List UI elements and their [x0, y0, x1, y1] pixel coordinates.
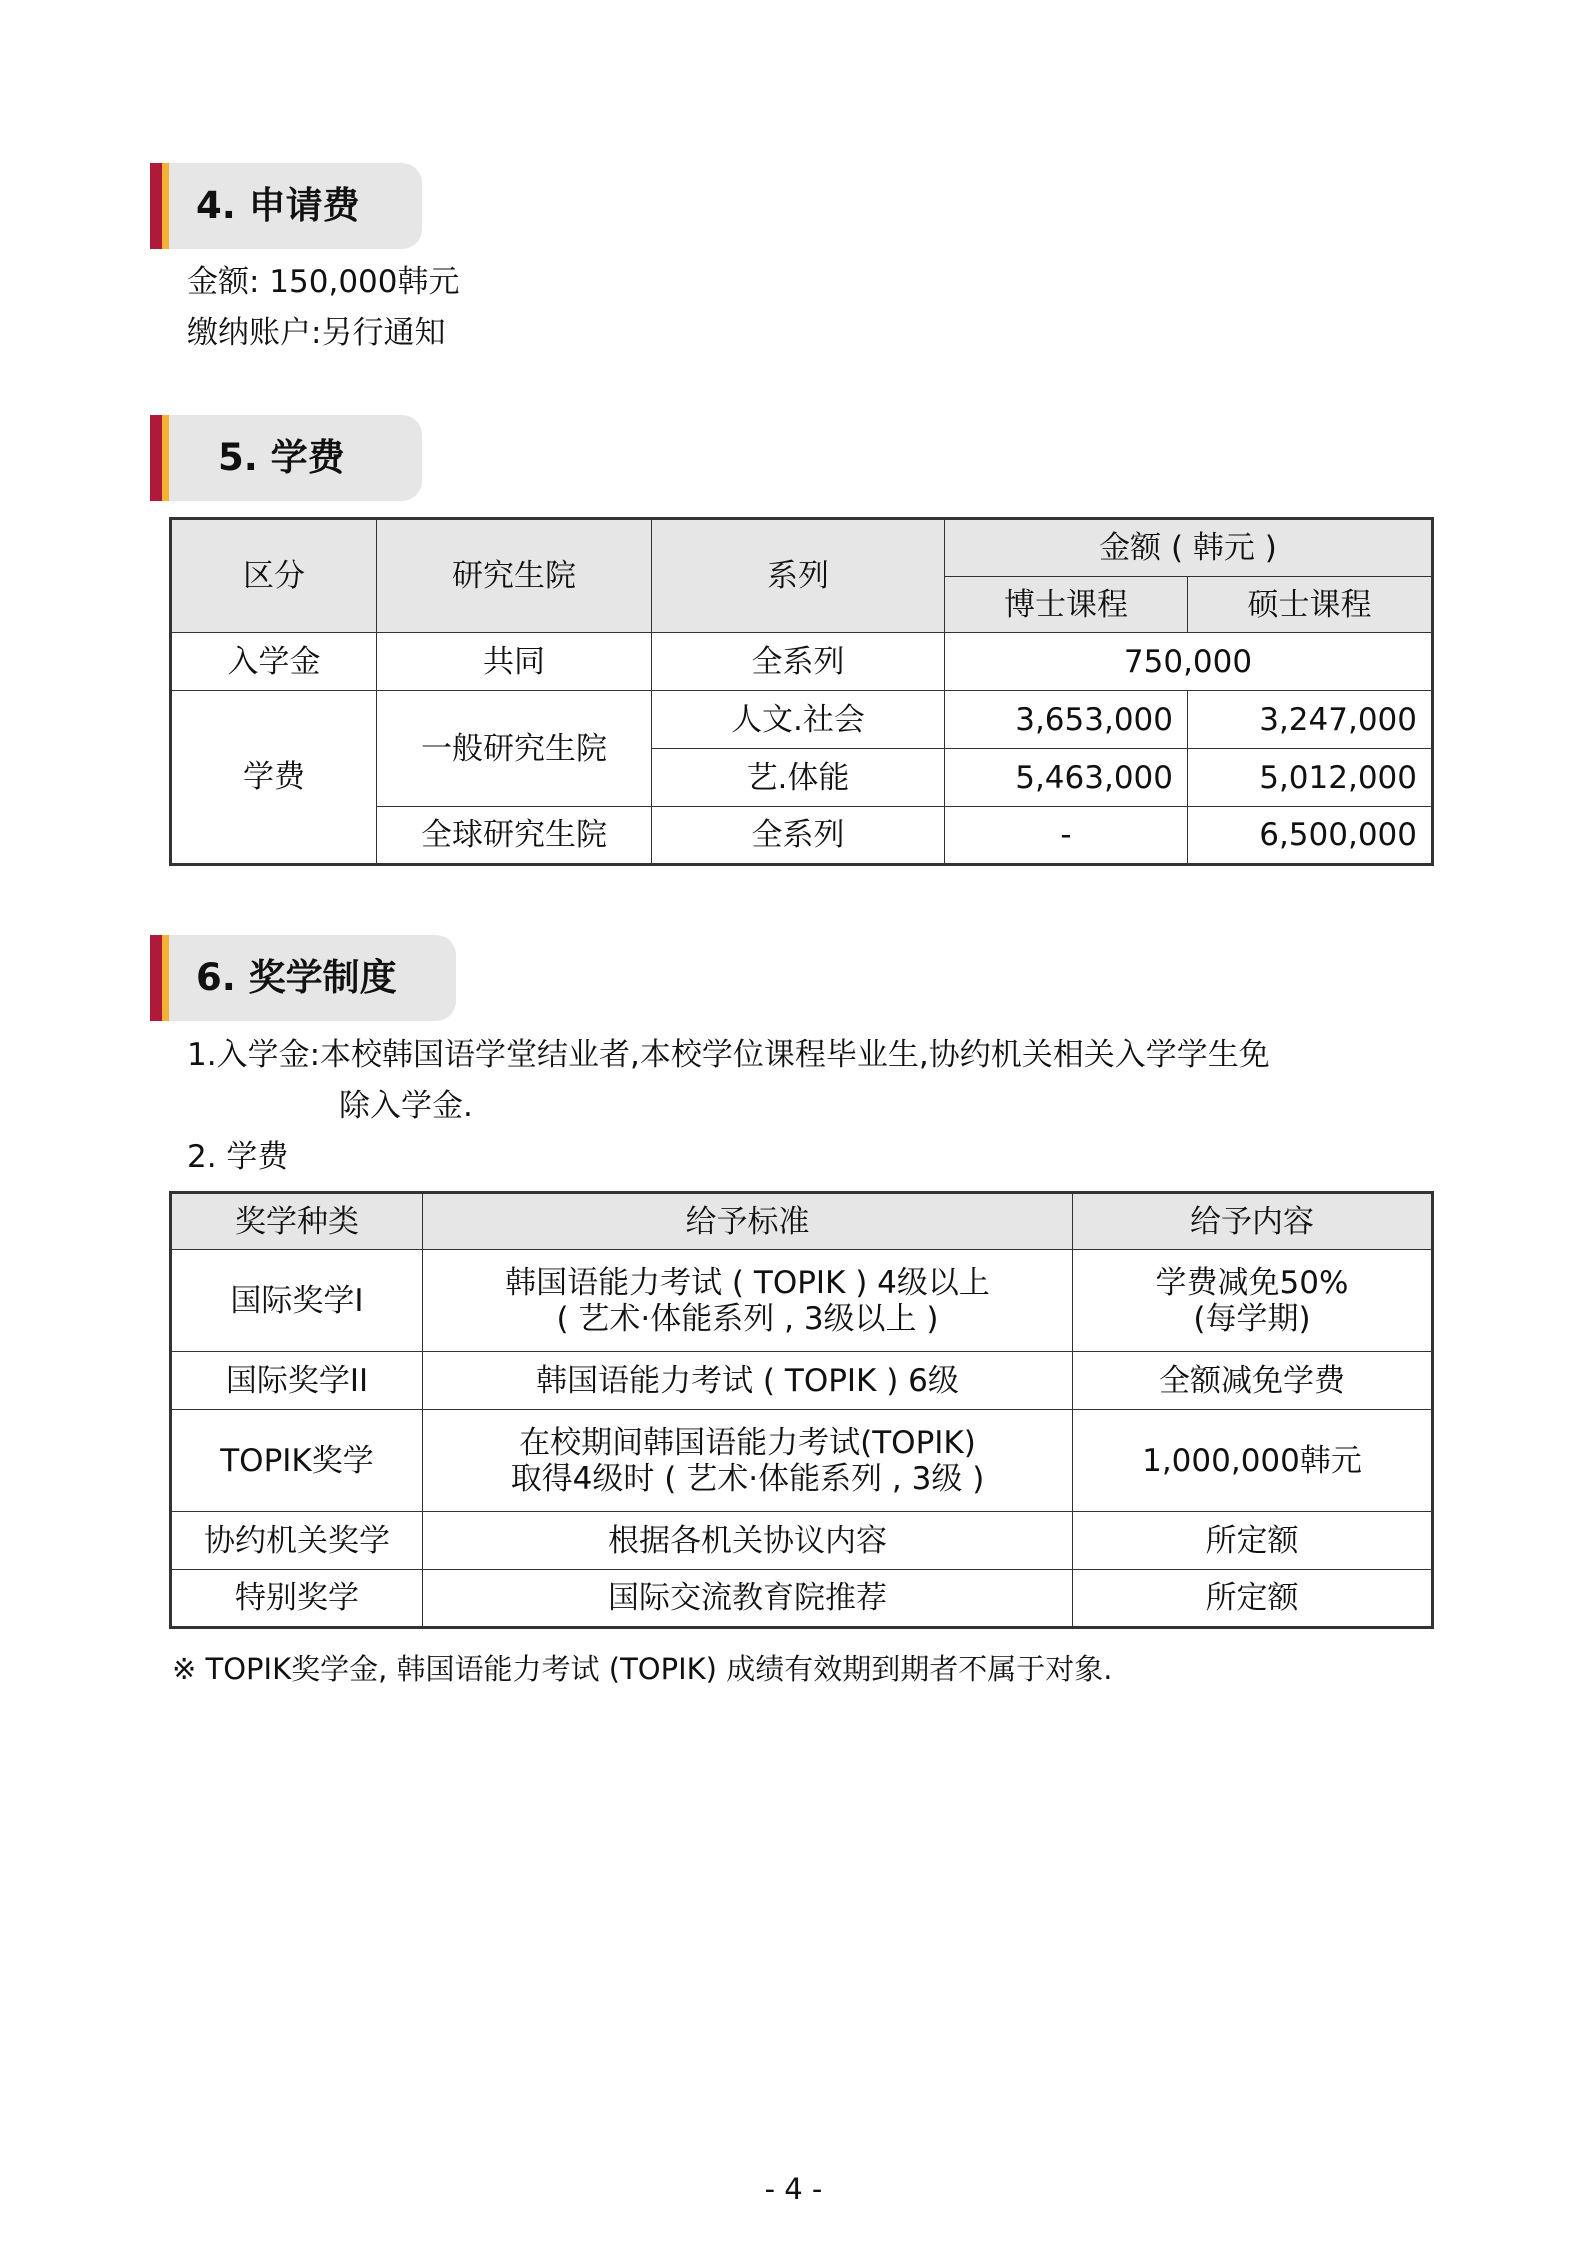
- topik-note: ※ TOPIK奖学金, 韩国语能力考试 (TOPIK) 成绩有效期到期者不属于对象.: [172, 1652, 1113, 1686]
- cell-type: TOPIK奖学: [171, 1410, 423, 1512]
- table-row: [171, 1410, 1433, 1512]
- section-5-heading: [150, 415, 422, 501]
- header-amount: 金额 ( 韩元 ): [945, 519, 1433, 577]
- cell-department: 艺.体能: [652, 749, 945, 807]
- heading-accent-bar: [150, 935, 162, 1021]
- table-row: [171, 1570, 1433, 1628]
- cell-school: 全球研究生院: [377, 807, 652, 865]
- header-department: 系列: [652, 519, 945, 633]
- section-6-title: 6. 奖学制度: [196, 956, 397, 999]
- section-4-heading: [150, 163, 422, 249]
- cell-category: 学费: [171, 691, 377, 865]
- table-row: [171, 1352, 1433, 1410]
- header-masters: 硕士课程: [1188, 577, 1433, 633]
- cell-amount: 750,000: [945, 633, 1433, 691]
- cell-criteria: 韩国语能力考试 ( TOPIK ) 6级: [423, 1352, 1073, 1410]
- section-4-title: 4. 申请费: [196, 184, 360, 227]
- header-criteria: 给予标准: [423, 1193, 1073, 1250]
- header-category: 区分: [171, 519, 377, 633]
- cell-phd: 5,463,000: [945, 749, 1188, 807]
- cell-department: 人文.社会: [652, 691, 945, 749]
- cell-content: 全额减免学费: [1073, 1352, 1433, 1410]
- content-line: 学费减免50%: [1155, 1264, 1349, 1301]
- cell-criteria: 国际交流教育院推荐: [423, 1570, 1073, 1628]
- cell-type: 协约机关奖学: [171, 1512, 423, 1570]
- cell-type: 国际奖学I: [171, 1250, 423, 1352]
- cell-school: 共同: [377, 633, 652, 691]
- cell-phd: 3,653,000: [945, 691, 1188, 749]
- cell-masters: 6,500,000: [1188, 807, 1433, 865]
- cell-type: 特别奖学: [171, 1570, 423, 1628]
- table-row: [171, 691, 1433, 749]
- application-fee-amount: 金额: 150,000韩元: [187, 264, 460, 300]
- payment-account: 缴纳账户:另行通知: [187, 315, 446, 351]
- page-number: - 4 -: [764, 2172, 823, 2206]
- table-row: [171, 1250, 1433, 1352]
- scholarship-table: [169, 1191, 1434, 1629]
- criteria-line: 韩国语能力考试 ( TOPIK ) 4级以上: [505, 1264, 990, 1301]
- header-school: 研究生院: [377, 519, 652, 633]
- cell-criteria: [423, 1410, 1073, 1512]
- scholarship-item-1: 1.入学金:本校韩国语学堂结业者,本校学位课程毕业生,协约机关相关入学学生免: [187, 1037, 1270, 1073]
- header-phd: 博士课程: [945, 577, 1188, 633]
- cell-masters: 5,012,000: [1188, 749, 1433, 807]
- heading-accent-bar: [162, 415, 169, 501]
- section-5-title: 5. 学费: [218, 436, 345, 479]
- cell-category: 入学金: [171, 633, 377, 691]
- table-row: [171, 633, 1433, 691]
- criteria-line: 取得4级时 ( 艺术·体能系列 , 3级 ): [510, 1460, 985, 1497]
- tuition-table: [169, 517, 1434, 866]
- cell-content: 所定额: [1073, 1512, 1433, 1570]
- criteria-line: 在校期间韩国语能力考试(TOPIK): [519, 1424, 976, 1461]
- cell-department: 全系列: [652, 807, 945, 865]
- cell-phd: -: [945, 807, 1188, 865]
- heading-accent-bar: [150, 415, 162, 501]
- cell-type: 国际奖学II: [171, 1352, 423, 1410]
- cell-content: 1,000,000韩元: [1073, 1410, 1433, 1512]
- scholarship-item-1-cont: 除入学金.: [339, 1088, 473, 1124]
- cell-criteria: [423, 1250, 1073, 1352]
- cell-school: 一般研究生院: [377, 691, 652, 807]
- heading-accent-bar: [162, 935, 169, 1021]
- header-type: 奖学种类: [171, 1193, 423, 1250]
- header-content: 给予内容: [1073, 1193, 1433, 1250]
- cell-department: 全系列: [652, 633, 945, 691]
- section-6-heading: [150, 935, 456, 1021]
- cell-criteria: 根据各机关协议内容: [423, 1512, 1073, 1570]
- content-line: (每学期): [1193, 1300, 1311, 1337]
- cell-content: 所定额: [1073, 1570, 1433, 1628]
- heading-accent-bar: [150, 163, 162, 249]
- scholarship-item-2: 2. 学费: [187, 1139, 289, 1175]
- criteria-line: ( 艺术·体能系列 , 3级以上 ): [556, 1300, 939, 1337]
- cell-content: [1073, 1250, 1433, 1352]
- cell-masters: 3,247,000: [1188, 691, 1433, 749]
- table-row: [171, 1512, 1433, 1570]
- heading-accent-bar: [162, 163, 169, 249]
